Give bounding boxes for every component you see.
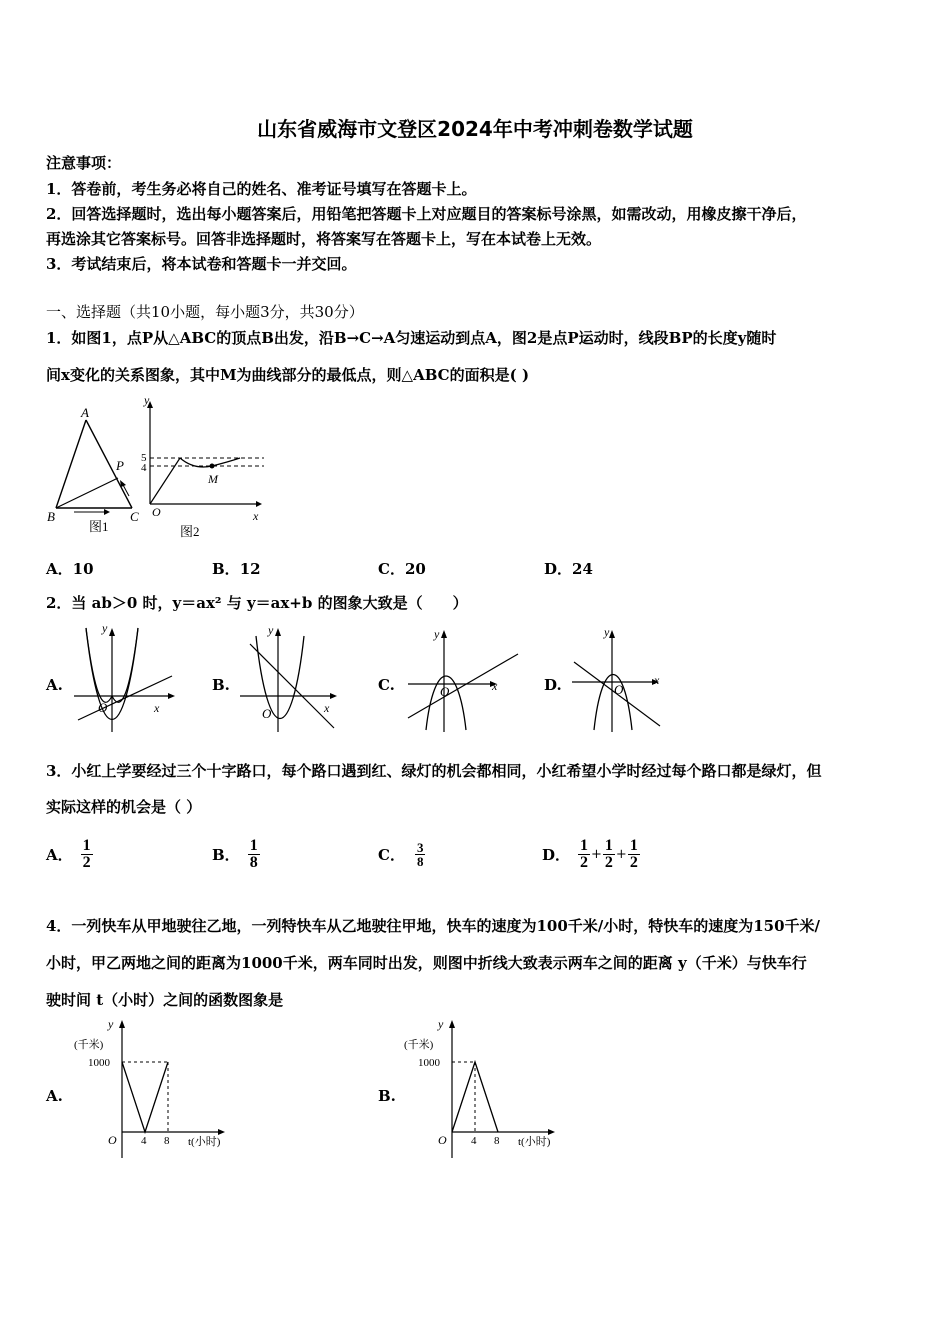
q4-text-line2: 小时，甲乙两地之间的距离为1000千米，两车同时出发，则图中折线大致表示两车之间的距离 y（千米）与快车行 [46, 954, 807, 972]
tick-label-1000: 1000 [88, 1057, 110, 1069]
arrow-head-icon [109, 628, 115, 636]
q4-text-line3: 驶时间 t（小时）之间的函数图象是 [46, 991, 284, 1009]
axis-label-y: y [144, 396, 150, 407]
fraction: $\frac{1}{2}$ [604, 836, 613, 871]
tick-label-4: 4 [141, 462, 147, 474]
q4-option-a-label[interactable]: A. [46, 1087, 63, 1105]
graph-line [150, 458, 180, 504]
tick-label-8: 8 [164, 1135, 170, 1147]
q2-option-a-label[interactable]: A. [46, 676, 63, 694]
arrow-head-icon [449, 1020, 455, 1028]
section-heading: 一、选择题（共10小题，每小题3分，共30分） [46, 303, 364, 321]
fraction: $\frac{3}{8}$ [416, 839, 424, 869]
arrow-head-icon [330, 693, 337, 699]
axis-label-t: t(小时) [188, 1136, 221, 1148]
axis-label-x: x [654, 673, 660, 687]
q3-option-d[interactable]: D． $\frac{1}{2}$ + $\frac{1}{2}$ + $\frac{1}{2}$ [542, 836, 638, 871]
tick-label-5: 5 [141, 452, 147, 464]
label-b: B [47, 509, 55, 524]
q3-option-c[interactable]: C． $\frac{3}{8}$ [378, 839, 424, 869]
origin-label: O [440, 684, 450, 699]
note-item: 2．回答选择题时，选出每小题答案后，用铅笔把答题卡上对应题目的答案标号涂黑，如需改动，用橡皮擦干净后， [46, 205, 807, 223]
q1-option-c[interactable]: C．20 [378, 560, 426, 578]
axis-unit: (千米) [404, 1039, 434, 1051]
fraction: $\frac{1}{2}$ [629, 836, 638, 871]
arrow-head-icon [441, 630, 447, 638]
origin-label: O [262, 706, 272, 721]
q2-text: 2．当 ab＞0 时，y＝ax² 与 y＝ax+b 的图象大致是（ ） [46, 594, 468, 612]
arrow-head-icon [120, 480, 126, 487]
q3-text-line2: 实际这样的机会是（ ） [46, 798, 202, 816]
axis-label-x: x [154, 701, 160, 715]
arrow-head-icon [104, 509, 110, 515]
label-p: P [116, 458, 124, 473]
origin-label: O [438, 1133, 447, 1147]
label-m: M [208, 472, 218, 486]
tick-label-4: 4 [141, 1135, 147, 1147]
axis-label-x: x [492, 679, 498, 693]
graph-polyline [122, 1062, 168, 1132]
origin-label: O [614, 682, 624, 697]
q3-text-line1: 3．小红上学要经过三个十字路口，每个路口遇到红、绿灯的机会都相同，小红希望小学时经过每个路口都是绿灯，但 [46, 762, 822, 780]
q1-option-b[interactable]: B．12 [212, 560, 261, 578]
q1-text-line2: 间x变化的关系图象，其中M为曲线部分的最低点，则△ABC的面积是( ) [46, 366, 530, 384]
axis-label-t: t(小时) [518, 1136, 551, 1148]
fraction: $\frac{1}{2}$ [82, 836, 91, 871]
q2-graph-c [404, 622, 524, 738]
tick-label-8: 8 [494, 1135, 500, 1147]
note-item: 3．考试结束后，将本试卷和答题卡一并交回。 [46, 255, 357, 273]
fraction: $\frac{1}{8}$ [249, 836, 258, 871]
axis-label-y: y [434, 627, 440, 641]
q2-graph-b [238, 620, 348, 736]
arrow-head-icon [168, 693, 175, 699]
origin-label: O [98, 700, 108, 715]
tick-label-4: 4 [471, 1135, 477, 1147]
triangle-side-ab [56, 420, 86, 508]
q1-figure-2 [136, 396, 266, 544]
axis-label-x: x [324, 701, 330, 715]
axis-label-y: y [108, 1017, 114, 1031]
arrow-head-icon [218, 1129, 225, 1135]
arrow-head-icon [275, 628, 281, 636]
axis-label-y: y [438, 1017, 444, 1031]
axis-label-y: y [268, 623, 274, 637]
q4-graph-a [70, 1014, 250, 1164]
graph-polyline [452, 1062, 498, 1132]
q2-option-b-label[interactable]: B. [212, 676, 230, 694]
q2-graph-a [72, 620, 182, 736]
arrow-head-icon [609, 630, 615, 638]
note-item: 再选涂其它答案标号。回答非选择题时，将答案写在答题卡上，写在本试卷上无效。 [46, 230, 602, 248]
axis-label-y: y [102, 621, 108, 635]
q3-option-b[interactable]: B． $\frac{1}{8}$ [212, 836, 258, 871]
q2-graph-d [568, 622, 678, 738]
note-item: 1．答卷前，考生务必将自己的姓名、准考证号填写在答题卡上。 [46, 180, 477, 198]
parabola [594, 675, 632, 731]
arrow-head-icon [548, 1129, 555, 1135]
point-m [210, 464, 215, 469]
q2-option-c-label[interactable]: C. [378, 676, 395, 694]
axis-label-x: x [253, 509, 259, 523]
q1-option-a[interactable]: A．10 [46, 560, 94, 578]
q4-text-line1: 4．一列快车从甲地驶往乙地，一列特快车从乙地驶往甲地，快车的速度为100千米/小时，特快车的速度为150千米/ [46, 917, 821, 935]
q2-option-d-label[interactable]: D. [544, 676, 562, 694]
arrow-head-icon [256, 501, 262, 507]
origin-label: O [152, 505, 161, 519]
origin-label: O [108, 1133, 117, 1147]
q4-option-b-label[interactable]: B. [378, 1087, 396, 1105]
arrow-head-icon [119, 1020, 125, 1028]
q1-figure-1 [44, 400, 144, 540]
tick-label-1000: 1000 [418, 1057, 440, 1069]
page-title: 山东省威海市文登区2024年中考冲刺卷数学试题 [257, 117, 693, 141]
notes-heading: 注意事项： [46, 154, 122, 172]
fraction: $\frac{1}{2}$ [580, 836, 589, 871]
figure-caption: 图1 [89, 519, 109, 534]
triangle-side-ac [86, 420, 132, 508]
label-a: A [81, 405, 89, 420]
axis-label-y: y [604, 625, 610, 639]
q1-text-line1: 1．如图1，点P从△ABC的顶点B出发，沿B→C→A匀速运动到点A，图2是点P运动时，线段BP的长度y随时 [46, 329, 777, 347]
q4-graph-b [400, 1014, 580, 1164]
q1-option-d[interactable]: D．24 [544, 560, 593, 578]
q3-option-a[interactable]: A． $\frac{1}{2}$ [46, 836, 91, 871]
axis-unit: (千米) [74, 1039, 104, 1051]
figure-caption: 图2 [180, 524, 200, 539]
label-c: C [130, 509, 139, 524]
